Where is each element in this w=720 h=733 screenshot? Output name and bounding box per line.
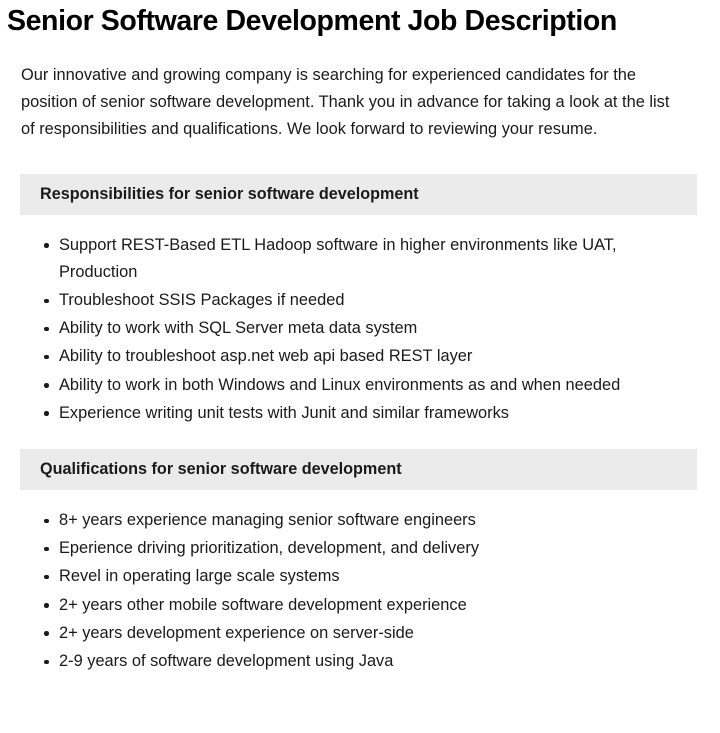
responsibilities-section (0, 144, 720, 427)
qualifications-heading: Qualifications for senior software development (20, 449, 697, 490)
list-item: Revel in operating large scale systems (44, 563, 696, 590)
list-item: Experience writing unit tests with Junit and similar frameworks (44, 400, 696, 427)
list-item: Troubleshoot SSIS Packages if needed (44, 287, 696, 314)
responsibilities-list (0, 215, 720, 427)
page-title: Senior Software Development Job Description (7, 5, 617, 37)
list-item: 2-9 years of software development using Java (44, 648, 696, 675)
list-item: 2+ years other mobile software development experience (44, 592, 696, 619)
list-item: Ability to work in both Windows and Linux environments as and when needed (44, 372, 696, 399)
list-item: Ability to work with SQL Server meta data system (44, 315, 696, 342)
intro-paragraph: Our innovative and growing company is searching for experienced candidates for the position of senior software development. Thank you in advance for taking a look at the list of responsibilities and qualifications. We look forward to reviewing your resume. (21, 66, 670, 139)
list-item: 2+ years development experience on server-side (44, 620, 696, 647)
qualifications-list (0, 490, 720, 675)
list-item: Eperience driving prioritization, development, and delivery (44, 535, 696, 562)
list-item: 8+ years experience managing senior software engineers (44, 507, 696, 534)
qualifications-section (0, 428, 720, 675)
list-item: Support REST-Based ETL Hadoop software in higher environments like UAT, Production (44, 232, 696, 286)
responsibilities-heading: Responsibilities for senior software development (20, 174, 697, 215)
list-item: Ability to troubleshoot asp.net web api based REST layer (44, 343, 696, 370)
